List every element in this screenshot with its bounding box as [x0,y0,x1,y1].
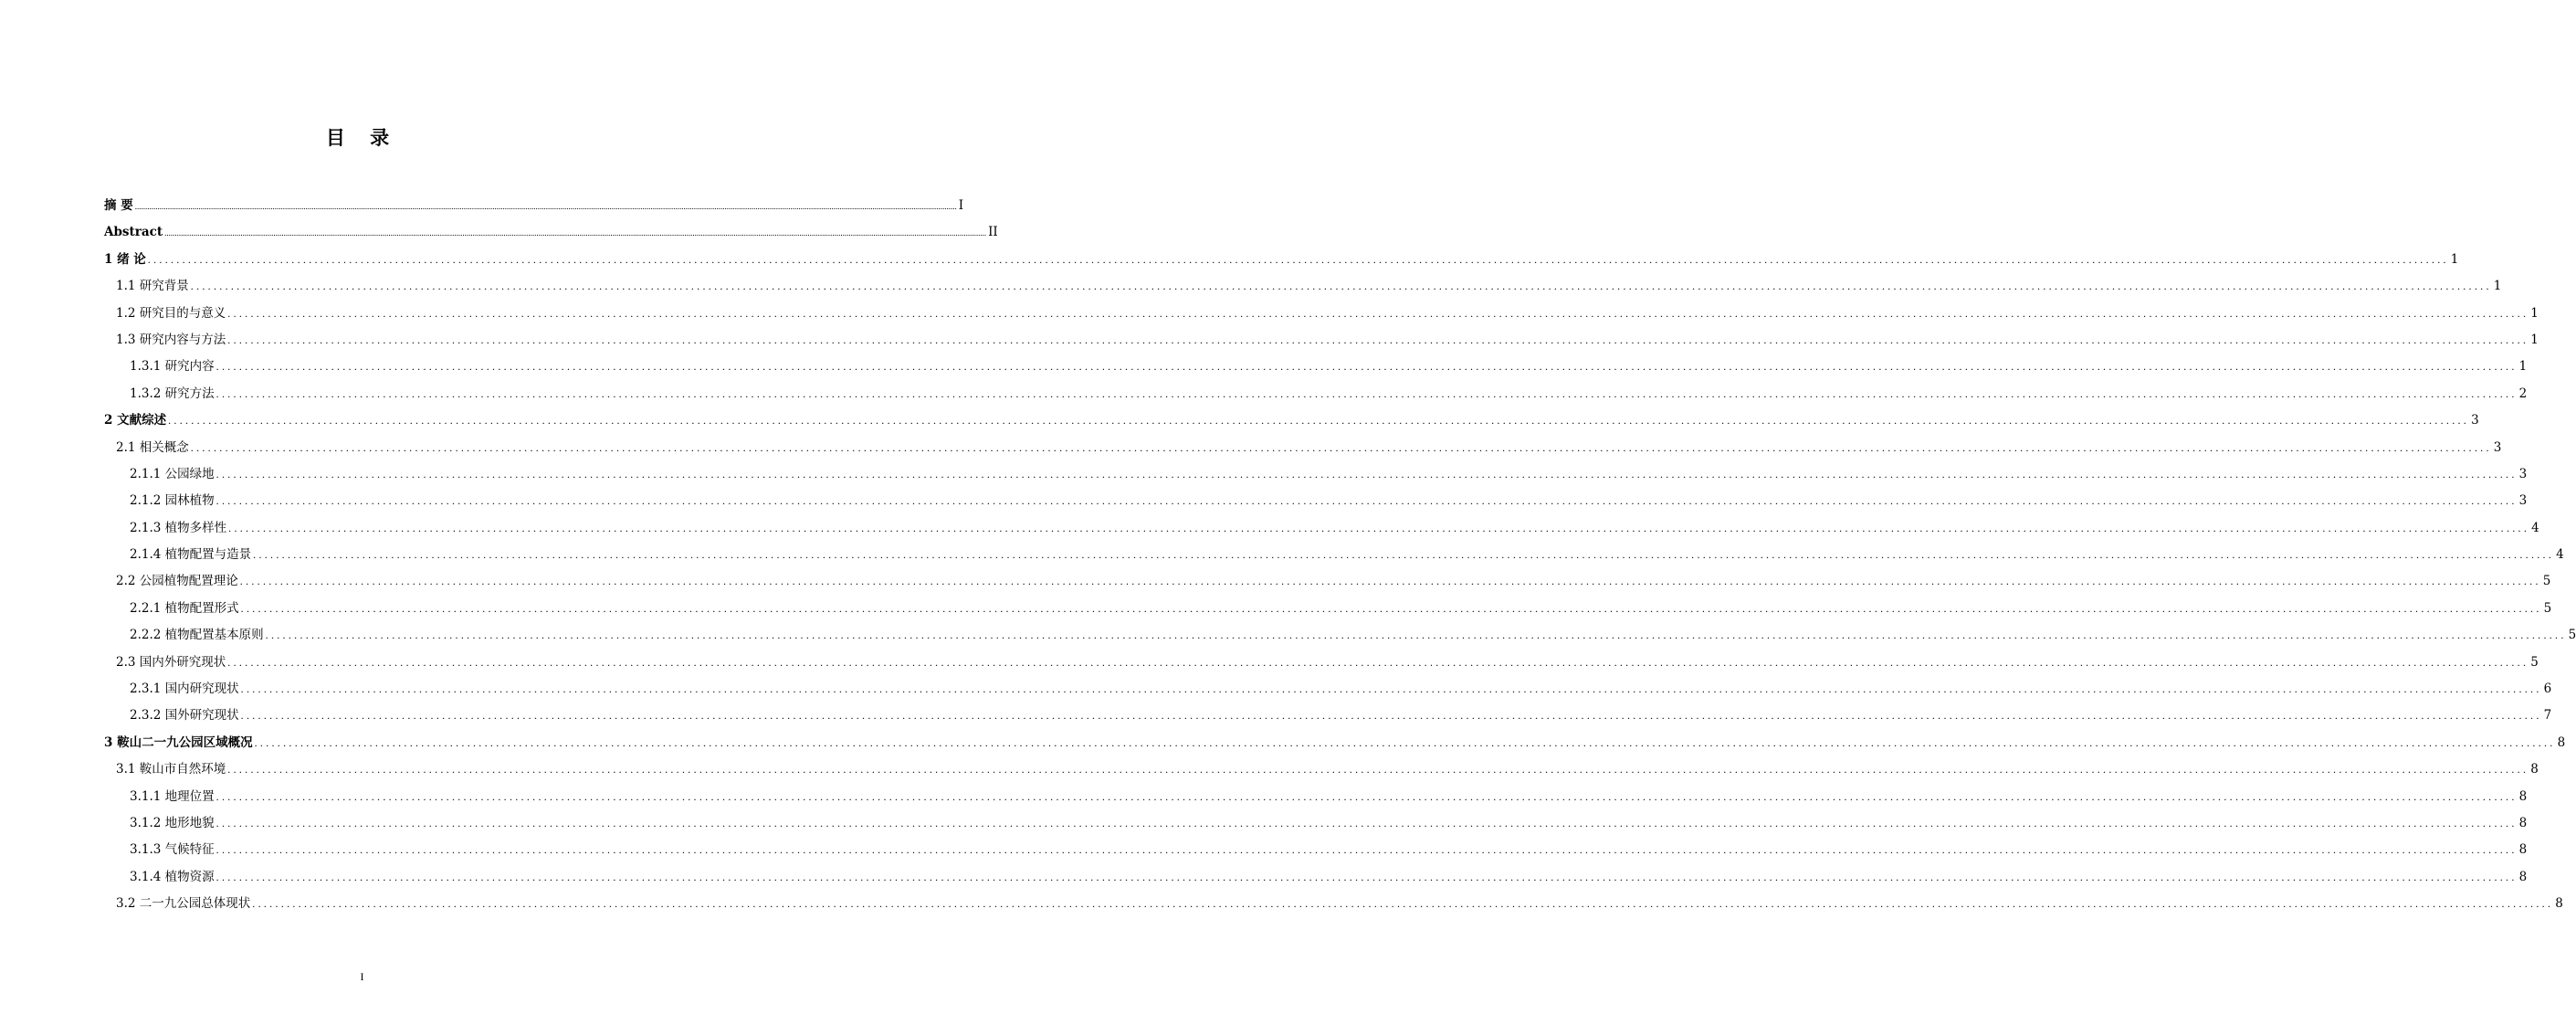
toc-entry-label: 1.3 研究内容与方法 [116,332,226,347]
toc-entry-page: 8 [2518,815,2528,830]
toc-entry-label: 2.2.2 植物配置基本原则 [130,628,264,643]
toc-entry-label: 2.3.1 国内研究现状 [130,682,239,697]
page-number: I [360,970,364,983]
toc-entry[interactable] [104,515,2539,542]
dot-leader: ................................................................................................................................................................................................................................................................................................................................................................................................................ [216,386,2518,400]
toc-entry-label: 2.2 公园植物配置理论 [116,574,238,589]
toc-entry[interactable] [104,327,2539,354]
dot-leader: ................................................................................................................................................................................................................................................................................................................................................................................................................ [164,228,987,238]
toc-entry-page: 8 [2518,869,2528,884]
toc-entry-page: 5 [2568,628,2576,643]
toc-entry-page: 8 [2518,842,2528,858]
toc-entry[interactable] [104,381,2528,407]
dot-leader: ................................................................................................................................................................................................................................................................................................................................................................................................................ [216,789,2518,803]
toc-entry[interactable] [104,247,2459,273]
table-of-contents [104,193,2576,918]
dot-leader: ................................................................................................................................................................................................................................................................................................................................................................................................................ [227,655,2529,669]
toc-entry-label: 2.2.1 植物配置形式 [130,600,239,616]
toc-entry-page: 8 [2530,762,2539,777]
dot-leader: ................................................................................................................................................................................................................................................................................................................................................................................................................ [253,548,2555,562]
toc-entry[interactable] [104,596,2552,622]
toc-entry-label: 1 绪 论 [104,251,146,267]
toc-entry-label: 1.3.2 研究方法 [130,386,215,401]
toc-entry[interactable] [104,407,2479,434]
toc-entry[interactable] [104,219,998,246]
dot-leader: ................................................................................................................................................................................................................................................................................................................................................................................................................ [168,414,2470,428]
toc-entry-label: 摘 要 [104,198,133,213]
dot-leader: ................................................................................................................................................................................................................................................................................................................................................................................................................ [252,897,2554,911]
toc-entry-label: 2.1.1 公园绿地 [130,466,215,481]
toc-entry[interactable] [104,837,2528,863]
toc-entry-page: 3 [2518,493,2528,509]
toc-entry-page: 2 [2518,386,2528,401]
dot-leader: ................................................................................................................................................................................................................................................................................................................................................................................................................ [147,252,2449,266]
toc-entry-page: 1 [2530,305,2539,321]
toc-entry-label: 3.2 二一九公园总体现状 [116,896,251,912]
dot-leader: ................................................................................................................................................................................................................................................................................................................................................................................................................ [216,467,2518,481]
dot-leader: ................................................................................................................................................................................................................................................................................................................................................................................................................ [227,763,2529,777]
toc-entry-label: 2.1.4 植物配置与造景 [130,547,252,563]
toc-entry-label: 2.1 相关概念 [116,439,189,455]
toc-entry[interactable] [104,810,2528,837]
toc-entry[interactable] [104,542,2564,568]
toc-entry-page: 1 [2530,332,2539,347]
toc-entry-page: 8 [2555,896,2563,912]
toc-entry-page: 3 [2518,466,2528,481]
toc-entry-label: 1.2 研究目的与意义 [116,305,226,321]
toc-entry[interactable] [104,864,2528,891]
toc-entry[interactable] [104,488,2528,514]
toc-entry-page: 8 [2557,734,2566,750]
toc-entry-page: 3 [2493,439,2502,455]
dot-leader: ................................................................................................................................................................................................................................................................................................................................................................................................................ [216,360,2518,374]
dot-leader: ................................................................................................................................................................................................................................................................................................................................................................................................................ [228,521,2530,534]
dot-leader: ................................................................................................................................................................................................................................................................................................................................................................................................................ [240,601,2542,615]
toc-entry[interactable] [104,730,2566,756]
toc-entry-page: 5 [2542,574,2551,589]
toc-entry-page: 7 [2543,708,2552,724]
toc-entry-label: 2.1.2 园林植物 [130,493,215,509]
toc-entry[interactable] [104,461,2528,488]
dot-leader: ................................................................................................................................................................................................................................................................................................................................................................................................................ [190,440,2492,454]
dot-leader: ................................................................................................................................................................................................................................................................................................................................................................................................................ [216,843,2518,857]
toc-entry-label: 2.3.2 国外研究现状 [130,708,239,724]
dot-leader: ................................................................................................................................................................................................................................................................................................................................................................................................................ [216,870,2518,883]
toc-entry-label: 3.1 鞍山市自然环境 [116,762,226,777]
toc-entry[interactable] [104,435,2502,461]
toc-entry-page: 1 [2493,279,2502,294]
toc-entry-page: 5 [2543,600,2552,616]
toc-entry[interactable] [104,676,2552,703]
dot-leader: ................................................................................................................................................................................................................................................................................................................................................................................................................ [216,816,2518,830]
dot-leader: ................................................................................................................................................................................................................................................................................................................................................................................................................ [254,735,2556,749]
dot-leader: ................................................................................................................................................................................................................................................................................................................................................................................................................ [227,333,2529,346]
toc-entry-label: 3.1.4 植物资源 [130,869,215,884]
toc-entry[interactable] [104,273,2502,300]
dot-leader: ................................................................................................................................................................................................................................................................................................................................................................................................................ [190,280,2492,293]
toc-entry-page: 4 [2531,520,2539,535]
toc-entry-label: 1.1 研究背景 [116,279,189,294]
toc-entry[interactable] [104,756,2539,783]
page-title: 目 录 [325,126,399,149]
toc-entry-page: 5 [2530,654,2539,670]
toc-entry-page: 6 [2543,682,2552,697]
toc-entry-page: 3 [2471,413,2479,428]
toc-entry-label: Abstract [104,225,163,240]
toc-entry-page: 1 [2518,359,2528,375]
toc-entry[interactable] [104,650,2539,676]
toc-entry-label: 3 鞍山二一九公园区域概况 [104,734,253,750]
toc-entry-page: 4 [2556,547,2564,563]
toc-entry[interactable] [104,891,2563,917]
toc-entry-label: 3.1.1 地理位置 [130,788,215,804]
dot-leader: ................................................................................................................................................................................................................................................................................................................................................................................................................ [216,494,2518,508]
toc-entry[interactable] [104,622,2576,649]
dot-leader: ................................................................................................................................................................................................................................................................................................................................................................................................................ [239,575,2541,588]
toc-entry[interactable] [104,568,2551,595]
toc-entry-label: 3.1.3 气候特征 [130,842,215,858]
toc-entry-label: 1.3.1 研究内容 [130,359,215,375]
toc-entry-label: 2 文献综述 [104,413,167,428]
toc-entry-page: I [958,198,964,213]
dot-leader: ................................................................................................................................................................................................................................................................................................................................................................................................................ [227,306,2529,320]
dot-leader: ................................................................................................................................................................................................................................................................................................................................................................................................................ [240,709,2542,723]
dot-leader: ................................................................................................................................................................................................................................................................................................................................................................................................................ [240,682,2542,696]
toc-entry[interactable] [104,703,2552,729]
toc-entry[interactable] [104,784,2528,810]
dot-leader: ................................................................................................................................................................................................................................................................................................................................................................................................................ [134,202,957,211]
toc-entry[interactable] [104,193,964,219]
toc-entry-page: II [988,225,998,240]
toc-entry-page: 1 [2450,251,2459,267]
toc-entry-label: 2.3 国内外研究现状 [116,654,226,670]
toc-entry-label: 3.1.2 地形地貌 [130,815,215,830]
toc-entry-page: 8 [2518,788,2528,804]
toc-entry-label: 2.1.3 植物多样性 [130,520,227,535]
toc-entry[interactable] [104,354,2528,380]
dot-leader: ................................................................................................................................................................................................................................................................................................................................................................................................................ [265,629,2567,642]
toc-entry[interactable] [104,301,2539,327]
